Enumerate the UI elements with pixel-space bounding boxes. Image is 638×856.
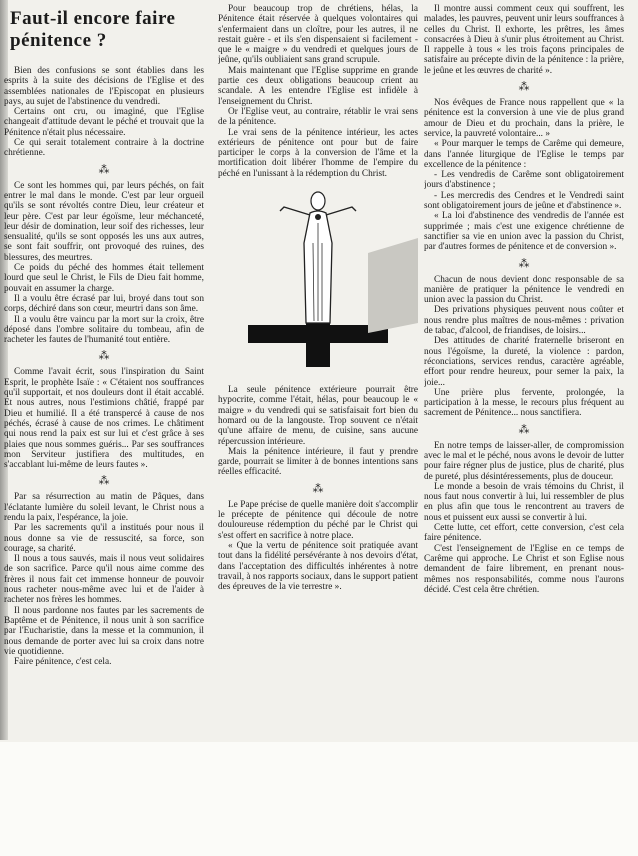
paragraph: Il nous a tous sauvés, mais il nous veut solidaires de son sacrifice. Parce qu'il nous aime comme des frères il nous fait cet immense honneur de pouvoir nous racheter nous-même avec lui et de l'aider à racheter nos frères les hommes. xyxy=(4,554,204,606)
paragraph: Ce sont les hommes qui, par leurs péchés, on fait entrer le mal dans le monde. C'est par leur orgueil qu'ils se sont révoltés contre Dieu, leur créateur et leur père. C'est par leur égoïsme, leur méchanceté, leur désir de domination, leur soif des richesses, leur sensualité, qu'ils se sont opposés les uns aux autres, se sont fait souffrir, ont provoqué des ruines, des blessures, des meurtres. xyxy=(4,180,204,263)
paragraph: Chacun de nous devient donc responsable de sa manière de pratiquer la pénitence le vendredi en union avec la passion du Christ. xyxy=(424,274,624,306)
paragraph: Le vrai sens de la pénitence intérieur, les actes extérieurs de pénitence ont pour but de faire participer le corps à la conversion de l'âme et la mortification doit libérer l'homme de l'empire du péché en l'unissant à la rédemption du Christ. xyxy=(218,127,418,179)
paragraph: Mais maintenant que l'Eglise supprime en grande partie ces deux obligations beaucoup crient au scandale. A les entendre l'Eglise est infidèle à l'enseignement du Christ. xyxy=(218,65,418,107)
paragraph: Par les sacrements qu'il a institués pour nous il nous donne sa vie de ressuscité, sa force, son courage, sa charité. xyxy=(4,523,204,554)
paragraph: Ce qui serait totalement contraire à la doctrine chrétienne. xyxy=(4,138,204,159)
risen-christ-illustration xyxy=(218,183,418,373)
separator-dots-icon: ⁂ xyxy=(518,257,530,270)
paragraph: Mais la pénitence intérieure, il faut y prendre garde, pourrait se limiter à de bonnes intentions sans réelles efficacité. xyxy=(218,446,418,478)
paragraph: Nos évêques de France nous rappellent que « la pénitence est la conversion à une vie de plus grand amour de Dieu et du prochain, dans la prière, le service, la pauvreté volontaire... » xyxy=(424,98,624,139)
paragraph: Il a voulu être vaincu par la mort sur la croix, être déposé dans l'ombre solitaire du tombeau, afin de racheter les fautes de l'humanité tout entière. xyxy=(4,314,204,346)
paragraph: - Les vendredis de Carême sont obligatoirement jours d'abstinence ; xyxy=(424,170,624,191)
paragraph: Il a voulu être écrasé par lui, broyé dans tout son corps, déchiré dans son cœur, meurtri dans son âme. xyxy=(4,293,204,315)
separator-dots-icon: ⁂ xyxy=(312,482,324,495)
article-title: Faut-il encore faire pénitence ? xyxy=(10,8,176,51)
paragraph: Cette lutte, cet effort, cette conversion, c'est cela faire pénitence. xyxy=(424,523,624,544)
paragraph: Or l'Eglise veut, au contraire, rétablir le vrai sens de la pénitence. xyxy=(218,106,418,128)
paragraph: Des privations physiques peuvent nous coûter et nous rendre plus maîtres de nous-mêmes : privation de tabac, d'alcool, de friandises, de loisirs... xyxy=(424,305,624,337)
paragraph: Il nous pardonne nos fautes par les sacrements de Baptême et de Pénitence, il nous unit à son sacrifice par l'Eucharistie, dans la messe et la communion, il nous demande de porter avec lui sa croix dans notre vie quotidienne. xyxy=(4,605,204,657)
paragraph: « Pour marquer le temps de Carême qui demeure, dans l'année liturgique de l'Eglise le temps par excellence de la pénitence : xyxy=(424,139,624,170)
paragraph: Certains ont cru, ou imaginé, que l'Eglise changeait d'attitude devant le péché et trouvait que la Pénitence n'était plus nécessaire. xyxy=(4,107,204,138)
paragraph: Pour beaucoup trop de chrétiens, hélas, la Pénitence était réservée à quelques volontaires qui s'enfermaient dans un cloître, pour les autres, il ne restait guère - et ils s'en dispensaient si facilement - que le « maigre » du vendredi et quelques jours de jeûne, qu'ils oubliaient sans grand scrupule. xyxy=(218,4,418,66)
column-3 xyxy=(424,4,624,704)
paragraph: - Les mercredis des Cendres et le Vendredi saint sont obligatoirement jours de jeûne et d'abstinence ». xyxy=(424,190,624,212)
paragraph: En notre temps de laisser-aller, de compromission avec le mal et le péché, nous avons le devoir de lutter pour faire régner plus de justice, plus de charité, plus de pureté, plus désintéressements, plus de douceur. xyxy=(424,440,624,482)
separator-dots-icon: ⁂ xyxy=(98,163,110,176)
paragraph: Bien des confusions se sont établies dans les esprits à la suite des décisions de l'Eglise et des assemblées nationales de l'Episcopat en plusieurs pays, au sujet de l'abstinence du vendredi. xyxy=(4,66,204,107)
paragraph: La seule pénitence extérieure pourrait être hypocrite, comme l'était, hélas, pour beaucoup le « maigre » du vendredi qui se satisfaisait fort bien du homard ou de la langouste. Trop souvent ce n'était qu'une affaire de menu, de cuisine, sans aucune répercussion intérieure. xyxy=(218,385,418,447)
separator-dots-icon: ⁂ xyxy=(518,81,530,94)
paragraph: Ce poids du péché des hommes était tellement lourd que seul le Christ, le Fils de Dieu fait homme, pouvait en assumer la charge. xyxy=(4,263,204,294)
paragraph: C'est l'enseignement de l'Eglise en ce temps de Carême qui approche. Le Christ et son Eglise nous demandent de faire librement, en prenant nous-mêmes nos responsabilités, comme nous l'aurons décidé. C'est cela être chrétien. xyxy=(424,543,624,595)
christ-cross-icon xyxy=(218,183,418,373)
column-1 xyxy=(4,6,204,738)
paragraph: Une prière plus fervente, prolongée, la participation à la messe, le recours plus fréquent au sacrement de Pénitence... nous sanctifiera. xyxy=(424,387,624,419)
blank-margin xyxy=(0,742,638,856)
paragraph: Comme l'avait écrit, sous l'inspiration du Saint Esprit, le prophète Isaïe : « C'étaient nos souffrances qu'il supportait, et nos douleurs dont il était accablé. Et nous autres, nous l'estimions châtié, frappé par Dieu et humilié. Il a été transpercé à cause de nos péchés, écrasé à cause de nos crimes. Le châtiment qui nous rend la paix est sur lui et c'est grâce à ses plaies que nous sommes guéris... Par ses souffrances mon Serviteur justifiera des multitudes, en s'accablant lui-même de leurs fautes ». xyxy=(4,367,204,471)
paragraph: Faire pénitence, c'est cela. xyxy=(14,657,112,668)
paragraph: Le Pape précise de quelle manière doit s'accomplir le précepte de pénitence qui découle de notre douloureuse rédemption du péché par le Christ qui s'est offert en sacrifice à notre place. xyxy=(218,499,418,541)
separator-dots-icon: ⁂ xyxy=(98,475,110,488)
paragraph: « Que la vertu de pénitence soit pratiquée avant tout dans la fidélité persévérante à nos devoirs d'état, dans l'acceptation des difficultés inhérentes à notre travail, à nos rapports sociaux, dans le support patient des épreuves de la vie terrestre ». xyxy=(218,540,418,593)
paragraph: Le monde a besoin de vrais témoins du Christ, il nous faut nous convertir à lui, lui ressembler de plus en plus afin que tous le rencontrent au travers de nous et puissent eux aussi se convertir à lui. xyxy=(424,481,624,523)
paragraph: Par sa résurrection au matin de Pâques, dans l'éclatante lumière du soleil levant, le Christ nous a rendu la paix, l'espérance, la joie. xyxy=(4,492,204,523)
separator-dots-icon: ⁂ xyxy=(518,423,530,436)
paragraph: Des attitudes de charité fraternelle briseront en nous l'égoïsme, la dureté, la violence : pardon, réconciations, services rendus, caractère agréable, effort pour rendre heureux, pour semer la paix, la joie... xyxy=(424,336,624,388)
separator-dots-icon: ⁂ xyxy=(98,350,110,363)
column-2 xyxy=(218,4,418,704)
paragraph: « La loi d'abstinence des vendredis de l'année est supprimée ; mais c'est une exigence chrétienne de sanctifier sa vie en union avec la passion du Christ, par d'autres formes de pénitence et de conversion ». xyxy=(424,211,624,253)
paragraph: Il montre aussi comment ceux qui souffrent, les malades, les pauvres, peuvent unir leurs souffrances à celles du Christ. Il exhorte, les prêtres, les âmes consacrées à Dieu à s'unir plus étroitement au Christ. Il rappelle à tous « les trois façons principales de satisfaire au précepte divin de la pénitence : la prière, le jeûne et les œuvres de charité ». xyxy=(424,4,624,76)
